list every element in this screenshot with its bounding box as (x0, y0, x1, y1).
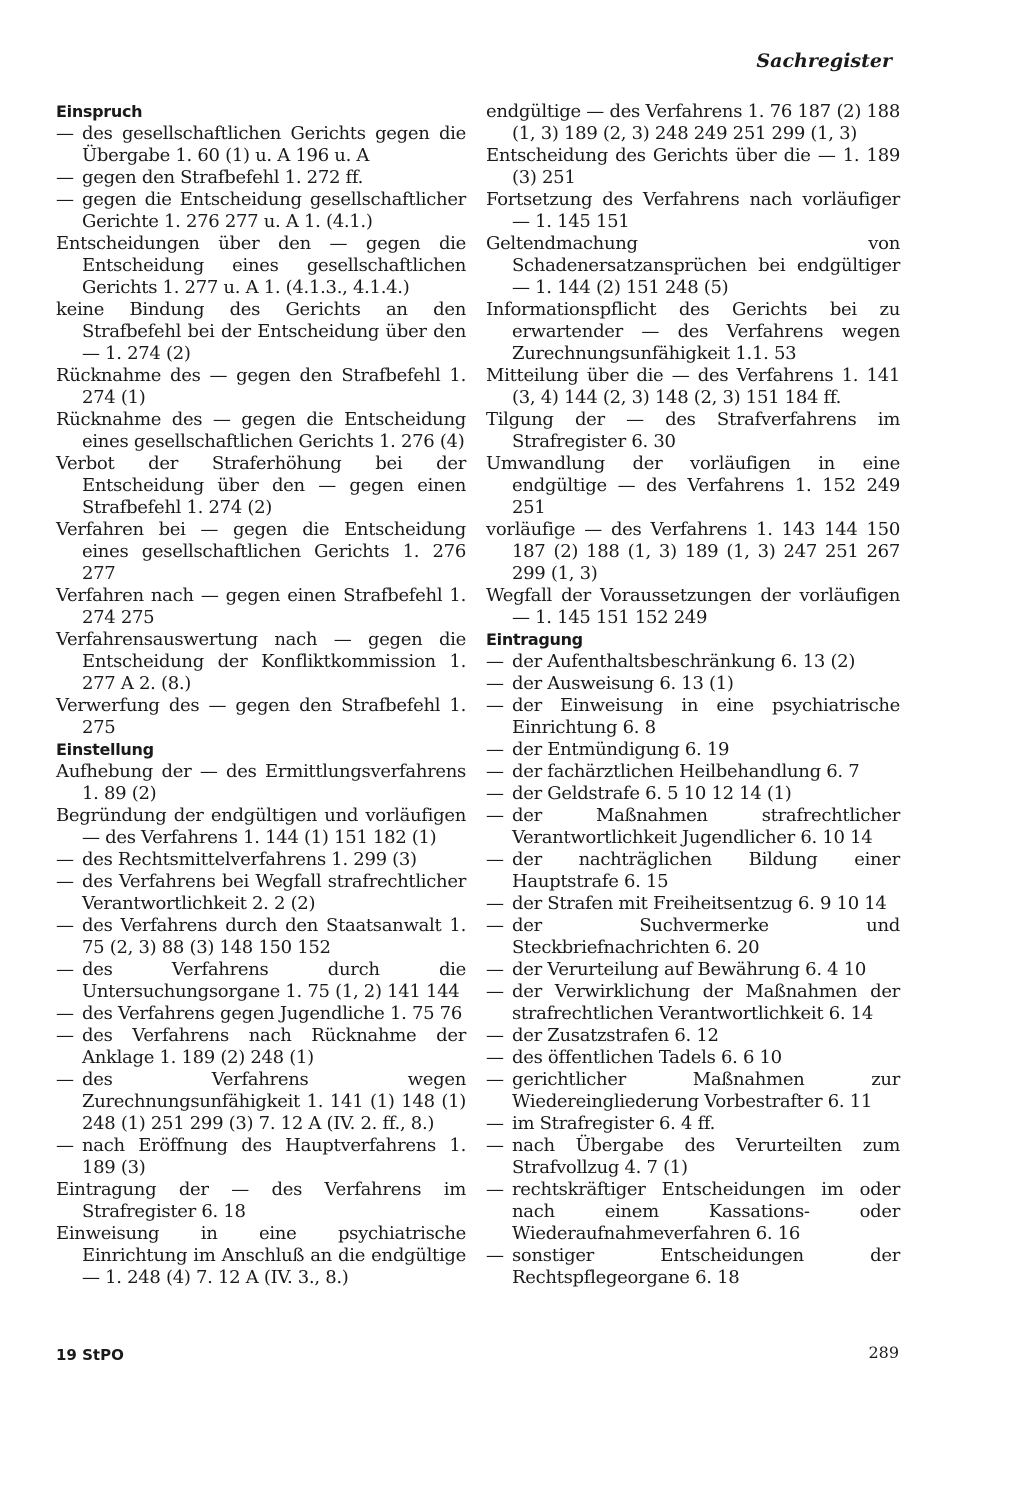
page-header-title: Sachregister (756, 50, 892, 72)
index-subentry (486, 849, 900, 893)
subentry-dash: — (56, 959, 74, 980)
index-entry: Tilgung der — des Strafverfahrens im Strafregister 6. 30 (486, 409, 900, 452)
index-subentry (486, 1047, 900, 1069)
index-subentry (486, 673, 900, 695)
index-entry: Informationspflicht des Gerichts bei zu erwartender — des Verfahrens wegen Zurechnungsunfähigkeit 1.1. 53 (486, 299, 900, 364)
subentry-text: des Verfahrens durch den Staatsanwalt 1. 75 (2, 3) 88 (3) 148 150 152 (82, 915, 466, 958)
index-subentry (56, 849, 466, 871)
index-entry: Begründung der endgültigen und vorläufigen — des Verfahrens 1. 144 (1) 151 182 (1) (56, 805, 466, 848)
index-entry: Eintragung der — des Verfahrens im Strafregister 6. 18 (56, 1179, 466, 1222)
subentry-dash: — (56, 1069, 74, 1090)
index-entry: Mitteilung über die — des Verfahrens 1. 141 (3, 4) 144 (2, 3) 148 (2, 3) 151 184 ff. (486, 365, 900, 408)
index-entry: Verfahren nach — gegen einen Strafbefehl 1. 274 275 (56, 585, 466, 628)
subentry-dash: — (486, 1135, 504, 1156)
subentry-dash: — (486, 915, 504, 936)
subentry-text: der Ausweisung 6. 13 (1) (512, 673, 734, 694)
subentry-text: des Rechtsmittelverfahrens 1. 299 (3) (82, 849, 417, 870)
subentry-dash: — (486, 1245, 504, 1266)
index-entry: keine Bindung des Gerichts an den Strafbefehl bei der Entscheidung über den — 1. 274 (2) (56, 299, 466, 364)
subentry-text: der Maßnahmen strafrechtlicher Verantwortlichkeit Jugendlicher 6. 10 14 (512, 805, 900, 848)
subentry-dash: — (56, 849, 74, 870)
subentry-dash: — (56, 871, 74, 892)
subentry-text: der Aufenthaltsbeschränkung 6. 13 (2) (512, 651, 856, 672)
subentry-dash: — (486, 1113, 504, 1134)
index-subentry (486, 805, 900, 849)
subentry-dash: — (486, 893, 504, 914)
index-entry: Rücknahme des — gegen den Strafbefehl 1. 274 (1) (56, 365, 466, 408)
index-column-left (56, 101, 466, 1289)
index-entry: Aufhebung der — des Ermittlungsverfahrens 1. 89 (2) (56, 761, 466, 804)
index-subentry (486, 1179, 900, 1245)
index-heading: Eintragung (486, 630, 583, 649)
subentry-text: im Strafregister 6. 4 ff. (512, 1113, 716, 1134)
subentry-text: des Verfahrens bei Wegfall strafrechtlicher Verantwortlichkeit 2. 2 (2) (82, 871, 466, 914)
index-column-right (486, 101, 900, 1289)
subentry-dash: — (486, 959, 504, 980)
subentry-text: der Einweisung in eine psychiatrische Einrichtung 6. 8 (512, 695, 900, 738)
index-subentry (486, 915, 900, 959)
subentry-text: des Verfahrens gegen Jugendliche 1. 75 76 (82, 1003, 462, 1024)
index-entry: Verfahren bei — gegen die Entscheidung eines gesellschaftlichen Gerichts 1. 276 277 (56, 519, 466, 584)
subentry-text: nach Eröffnung des Hauptverfahrens 1. 189 (3) (82, 1135, 466, 1178)
index-entry: Fortsetzung des Verfahrens nach vorläufiger — 1. 145 151 (486, 189, 900, 232)
footer-signature: 19 StPO (56, 1346, 124, 1364)
index-subentry (56, 915, 466, 959)
subentry-text: des Verfahrens durch die Untersuchungsorgane 1. 75 (1, 2) 141 144 (82, 959, 466, 1002)
subentry-dash: — (486, 673, 504, 694)
index-entry: Geltendmachung von Schadenersatzansprüchen bei endgültiger — 1. 144 (2) 151 248 (5) (486, 233, 900, 298)
index-subentry (486, 959, 900, 981)
subentry-text: der Verurteilung auf Bewährung 6. 4 10 (512, 959, 867, 980)
index-subentry (486, 761, 900, 783)
subentry-dash: — (486, 1069, 504, 1090)
subentry-dash: — (486, 805, 504, 826)
index-subentry (56, 189, 466, 233)
subentry-text: der Zusatzstrafen 6. 12 (512, 1025, 719, 1046)
index-subentry (56, 871, 466, 915)
index-entry: vorläufige — des Verfahrens 1. 143 144 150 187 (2) 188 (1, 3) 189 (1, 3) 247 251 267 299 (1, 3) (486, 519, 900, 584)
index-subentry (56, 1025, 466, 1069)
subentry-dash: — (486, 1047, 504, 1068)
index-entry: Verfahrensauswertung nach — gegen die Entscheidung der Konfliktkommission 1. 277 A 2. (8.) (56, 629, 466, 694)
index-subentry (486, 739, 900, 761)
index-entry: Verwerfung des — gegen den Strafbefehl 1. 275 (56, 695, 466, 738)
subentry-text: sonstiger Entscheidungen der Rechtspflegeorgane 6. 18 (512, 1245, 900, 1288)
subentry-text: gegen die Entscheidung gesellschaftlicher Gerichte 1. 276 277 u. A 1. (4.1.) (82, 189, 466, 232)
subentry-text: rechtskräftiger Entscheidungen im oder nach einem Kassations- oder Wiederaufnahmeverfahren 6. 16 (512, 1179, 900, 1244)
subentry-dash: — (486, 761, 504, 782)
index-entry: endgültige — des Verfahrens 1. 76 187 (2) 188 (1, 3) 189 (2, 3) 248 249 251 299 (1, 3) (486, 101, 900, 144)
subentry-dash: — (486, 1025, 504, 1046)
index-subentry (486, 1025, 900, 1047)
subentry-dash: — (56, 167, 74, 188)
index-subentry (486, 1245, 900, 1289)
index-subentry (486, 1135, 900, 1179)
index-subentry (486, 1113, 900, 1135)
index-subentry (486, 981, 900, 1025)
index-entry: Entscheidung des Gerichts über die — 1. 189 (3) 251 (486, 145, 900, 188)
subentry-text: der fachärztlichen Heilbehandlung 6. 7 (512, 761, 860, 782)
subentry-dash: — (56, 1025, 74, 1046)
subentry-dash: — (56, 1003, 74, 1024)
subentry-text: gerichtlicher Maßnahmen zur Wiedereingliederung Vorbestrafter 6. 11 (512, 1069, 900, 1112)
subentry-text: der nachträglichen Bildung einer Hauptstrafe 6. 15 (512, 849, 900, 892)
index-entry: Verbot der Straferhöhung bei der Entscheidung über den — gegen einen Strafbefehl 1. 274 (2) (56, 453, 466, 518)
subentry-text: des Verfahrens nach Rücknahme der Anklage 1. 189 (2) 248 (1) (82, 1025, 466, 1068)
index-subentry (56, 1069, 466, 1135)
subentry-text: des Verfahrens wegen Zurechnungsunfähigkeit 1. 141 (1) 148 (1) 248 (1) 251 299 (3) 7. 12 A (IV. 2. ff., 8.) (82, 1069, 466, 1134)
index-subentry (486, 893, 900, 915)
subentry-dash: — (486, 849, 504, 870)
index-subentry (56, 123, 466, 167)
subentry-dash: — (56, 1135, 74, 1156)
index-subentry (56, 167, 466, 189)
subentry-dash: — (486, 783, 504, 804)
subentry-dash: — (56, 123, 74, 144)
index-heading: Einstellung (56, 740, 154, 759)
index-entry: Rücknahme des — gegen die Entscheidung eines gesellschaftlichen Gerichts 1. 276 (4) (56, 409, 466, 452)
index-subentry (486, 1069, 900, 1113)
subentry-text: des gesellschaftlichen Gerichts gegen die Übergabe 1. 60 (1) u. A 196 u. A (82, 123, 466, 166)
index-subentry (56, 959, 466, 1003)
subentry-text: der Suchvermerke und Steckbriefnachrichten 6. 20 (512, 915, 900, 958)
subentry-text: der Verwirklichung der Maßnahmen der strafrechtlichen Verantwortlichkeit 6. 14 (512, 981, 900, 1024)
subentry-dash: — (486, 1179, 504, 1200)
subentry-text: des öffentlichen Tadels 6. 6 10 (512, 1047, 782, 1068)
index-entry: Entscheidungen über den — gegen die Entscheidung eines gesellschaftlichen Gerichts 1. 277 u. A 1. (4.1.3., 4.1.4.) (56, 233, 466, 298)
index-subentry (486, 695, 900, 739)
subentry-text: der Geldstrafe 6. 5 10 12 14 (1) (512, 783, 792, 804)
index-subentry (486, 651, 900, 673)
subentry-dash: — (56, 915, 74, 936)
subentry-text: der Strafen mit Freiheitsentzug 6. 9 10 14 (512, 893, 887, 914)
subentry-dash: — (486, 739, 504, 760)
subentry-dash: — (486, 981, 504, 1002)
index-entry: Einweisung in eine psychiatrische Einrichtung im Anschluß an die endgültige — 1. 248 (4) 7. 12 A (IV. 3., 8.) (56, 1223, 466, 1288)
subentry-dash: — (486, 695, 504, 716)
index-subentry (56, 1135, 466, 1179)
page-number: 289 (868, 1343, 899, 1362)
index-heading: Einspruch (56, 102, 143, 121)
subentry-text: gegen den Strafbefehl 1. 272 ff. (82, 167, 364, 188)
subentry-dash: — (56, 189, 74, 210)
index-entry: Umwandlung der vorläufigen in eine endgültige — des Verfahrens 1. 152 249 251 (486, 453, 900, 518)
subentry-dash: — (486, 651, 504, 672)
index-subentry (486, 783, 900, 805)
index-subentry (56, 1003, 466, 1025)
subentry-text: der Entmündigung 6. 19 (512, 739, 730, 760)
subentry-text: nach Übergabe des Verurteilten zum Strafvollzug 4. 7 (1) (512, 1135, 900, 1178)
index-entry: Wegfall der Voraussetzungen der vorläufigen — 1. 145 151 152 249 (486, 585, 900, 628)
